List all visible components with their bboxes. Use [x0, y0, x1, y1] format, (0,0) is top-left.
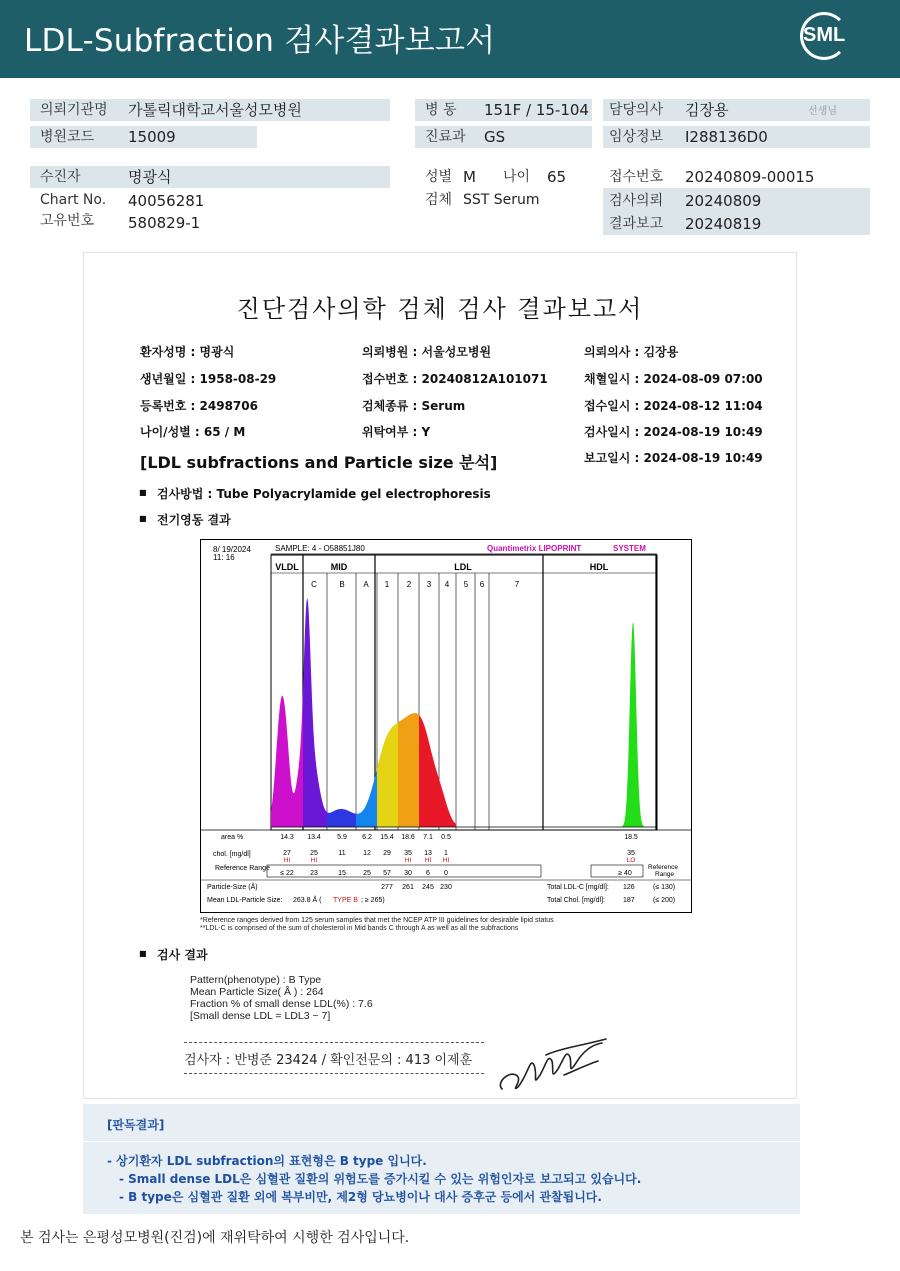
band-label-6: 4 — [444, 580, 450, 589]
fraction-area-1 — [303, 599, 327, 827]
ref-label-right-2: Range — [655, 871, 675, 878]
ref-value-4: 57 — [383, 870, 391, 877]
chol-value-8: 35 — [627, 850, 635, 857]
result-pattern: Pattern(phenotype) : B Type — [190, 974, 322, 986]
group-label-2: LDL — [454, 562, 472, 572]
hospital-code-value: 15009 — [128, 128, 176, 146]
area-value-8: 18.5 — [624, 834, 638, 841]
chart-brand: Quantimetrix LIPOPRINT — [487, 544, 582, 553]
chol-flag-6: HI — [424, 857, 432, 864]
report-date-label: 결과보고 — [609, 216, 664, 232]
fraction-area-4 — [377, 723, 398, 828]
specimen-value: SST Serum — [463, 192, 540, 208]
unique-no-value: 580829-1 — [128, 214, 201, 232]
chart-no-label: Chart No. — [40, 192, 107, 208]
group-label-0: VLDL — [275, 562, 299, 572]
area-value-6: 7.1 — [423, 834, 433, 841]
size-value-7: 230 — [440, 884, 452, 891]
hospital-code-label: 병원코드 — [40, 129, 95, 145]
size-value-5: 261 — [402, 884, 414, 891]
total-ldl-ref: (≤ 130) — [653, 884, 676, 891]
area-value-0: 14.3 — [280, 834, 294, 841]
band-label-7: 5 — [463, 580, 469, 589]
ref-value-8: ≥ 40 — [618, 870, 632, 877]
ref-value-7: 0 — [444, 870, 448, 877]
chol-flag-5: HI — [404, 857, 412, 864]
size-value-4: 277 — [381, 884, 393, 891]
info-bar — [30, 166, 390, 188]
sex-label: 성별 — [425, 169, 453, 185]
area-value-3: 6.2 — [362, 834, 372, 841]
mean-size-value: 263.8 Å ( — [293, 897, 322, 904]
chart-brand-suffix: SYSTEM — [613, 544, 646, 553]
fraction-area-5 — [398, 713, 419, 827]
footnote-1: *Reference ranges derived from 125 serum samples that met the NCEP ATP III guidelines for desirable lipid status — [200, 917, 554, 924]
doctor-suffix: 선생님 — [808, 106, 837, 117]
ward-value: 151F / 15-104 — [484, 101, 589, 119]
result-heading: ■ 검사 결과 — [157, 946, 208, 963]
chol-value-3: 12 — [363, 850, 371, 857]
total-ldl-label: Total LDL-C [mg/dl]: — [547, 884, 609, 891]
interpretation-line-3: - B type은 심혈관 질환 외에 복부비만, 제2형 당뇨병이나 대사 증후군 등에서 관찰됩니다. — [119, 1190, 602, 1204]
ref-value-3: 25 — [363, 870, 371, 877]
patient-label: 수진자 — [40, 169, 81, 185]
request-date-label: 검사의뢰 — [609, 193, 664, 209]
band-label-4: 2 — [406, 580, 412, 589]
ref-value-6: 6 — [426, 870, 430, 877]
receipt-no-label: 접수번호 — [609, 169, 664, 185]
row-label-area: area % — [221, 834, 244, 841]
row-label-mean: Mean LDL-Particle Size: — [207, 897, 283, 904]
divider — [184, 1042, 484, 1043]
interpretation-panel — [83, 1104, 800, 1214]
chart-no-value: 40056281 — [128, 192, 205, 210]
report-date-value: 20240819 — [685, 215, 762, 233]
outsourced-field: 위탁여부 : Y — [362, 425, 431, 439]
total-chol-label: Total Chol. [mg/dl]: — [547, 897, 605, 904]
receipt-field: 접수번호 : 20240812A101071 — [362, 372, 548, 386]
chol-flag-7: HI — [442, 857, 450, 864]
request-date-value: 20240809 — [685, 192, 762, 210]
institution-value: 가톨릭대학교서울성모병원 — [128, 101, 302, 119]
age-label: 나이 — [503, 169, 531, 185]
page-title: LDL-Subfraction 검사결과보고서 — [24, 23, 496, 59]
row-label-ref: Reference Range — [215, 865, 270, 872]
row-label-chol: chol. [mg/dl] — [213, 851, 251, 858]
age-value: 65 — [547, 168, 567, 186]
total-ldl-value: 126 — [623, 884, 635, 891]
band-label-5: 3 — [426, 580, 432, 589]
band-label-2: A — [363, 580, 369, 589]
clinical-info-label: 임상정보 — [609, 129, 664, 145]
group-label-1: MID — [330, 562, 348, 572]
total-chol-value: 187 — [623, 897, 635, 904]
analysis-subtitle: [LDL subfractions and Particle size 분석] — [140, 453, 498, 472]
electrophoresis-heading: ■ 전기영동 결과 — [157, 511, 231, 528]
chol-value-2: 11 — [338, 850, 346, 857]
band-label-1: B — [339, 580, 345, 589]
fraction-area-0 — [271, 688, 303, 827]
band-label-3: 1 — [384, 580, 390, 589]
receipt-no-value: 20240809-00015 — [685, 168, 815, 186]
sml-logo — [800, 12, 852, 64]
chol-value-0: 27 — [283, 850, 291, 857]
area-value-2: 5.9 — [337, 834, 347, 841]
specimen-label: 검체 — [425, 192, 453, 208]
method-line: ■ 검사방법 : Tube Polyacrylamide gel electrophoresis — [157, 485, 491, 502]
group-label-3: HDL — [589, 562, 609, 572]
result-mean-size: Mean Particle Size( Å ) : 264 — [190, 986, 324, 998]
doctor-value: 김장용 — [685, 101, 729, 119]
collect-time-field: 채혈일시 : 2024-08-09 07:00 — [584, 372, 763, 386]
chol-flag-0: HI — [283, 857, 291, 864]
unique-no-label: 고유번호 — [40, 213, 95, 229]
ref-value-5: 30 — [404, 870, 412, 877]
area-value-1: 13.4 — [307, 834, 321, 841]
department-label: 진료과 — [425, 129, 466, 145]
fraction-area-2 — [327, 809, 356, 827]
department-value: GS — [484, 128, 506, 146]
signature-image — [494, 1035, 614, 1095]
req-doctor-field: 의뢰의사 : 김장용 — [584, 345, 679, 359]
electrophoresis-svg — [201, 540, 691, 912]
type-ref: ; ≥ 265) — [361, 897, 385, 904]
inspector-line: 검사자 : 반병준 23424 / 확인전문의 : 413 이제훈 — [184, 1053, 473, 1068]
clinical-info-value: I288136D0 — [685, 128, 768, 146]
birth-field: 생년월일 : 1958-08-29 — [140, 372, 277, 386]
patient-value: 명광식 — [128, 168, 172, 186]
test-time-field: 검사일시 : 2024-08-19 10:49 — [584, 425, 763, 439]
plot-frame — [271, 555, 657, 830]
result-sdldl-def: [Small dense LDL = LDL3 ~ 7] — [190, 1010, 331, 1022]
institution-label: 의뢰기관명 — [40, 102, 108, 118]
chart-time: 11: 16 — [213, 553, 235, 562]
area-value-5: 18.6 — [401, 834, 415, 841]
area-value-4: 15.4 — [380, 834, 394, 841]
specimen-type-field: 검체종류 : Serum — [362, 399, 466, 413]
ref-value-1: 23 — [310, 870, 318, 877]
result-fraction: Fraction % of small dense LDL(%) : 7.6 — [190, 998, 373, 1010]
doctor-label: 담당의사 — [609, 102, 664, 118]
fraction-area-3 — [356, 769, 377, 828]
interpretation-line-1: - 상기환자 LDL subfraction의 표현형은 B type 입니다. — [107, 1154, 427, 1168]
type-label: TYPE B — [333, 897, 358, 904]
band-label-8: 6 — [479, 580, 485, 589]
age-sex-field: 나이/성별 : 65 / M — [140, 425, 246, 439]
receipt-time-field: 접수일시 : 2024-08-12 11:04 — [584, 399, 763, 413]
sex-value: M — [463, 168, 476, 186]
req-hospital-field: 의뢰병원 : 서울성모병원 — [362, 345, 492, 359]
chol-flag-8: LO — [626, 857, 636, 864]
footnote-2: **LDL-C is comprised of the sum of cholesterol in Mid bands C through A as well as all the subfractions — [200, 925, 519, 932]
footer-note: 본 검사는 은평성모병원(진검)에 재위탁하여 시행한 검사입니다. — [20, 1230, 410, 1246]
band-label-9: 7 — [514, 580, 520, 589]
band-label-0: C — [311, 580, 317, 589]
interpretation-line-2: - Small dense LDL은 심혈관 질환의 위험도를 증가시킬 수 있는 위험인자로 보고되고 있습니다. — [119, 1172, 642, 1186]
chol-value-7: 1 — [444, 850, 448, 857]
divider — [184, 1073, 484, 1074]
scanned-report — [83, 252, 797, 1099]
ref-value-0: ≤ 22 — [280, 870, 294, 877]
fraction-area-7 — [439, 779, 456, 827]
chol-value-5: 35 — [404, 850, 412, 857]
chart-sample: SAMPLE: 4 - O58851J80 — [275, 544, 365, 553]
ref-value-2: 15 — [338, 870, 346, 877]
chart-date: 8/ 19/2024 — [213, 545, 251, 554]
panel-divider — [83, 1141, 800, 1142]
area-value-7: 0.5 — [441, 834, 451, 841]
total-chol-ref: (≤ 200) — [653, 897, 676, 904]
chol-flag-1: HI — [310, 857, 318, 864]
ward-label: 병 동 — [425, 102, 457, 118]
reg-no-field: 등록번호 : 2498706 — [140, 399, 258, 413]
fraction-area-6 — [419, 715, 439, 827]
report-header — [0, 0, 900, 78]
report-time-field: 보고일시 : 2024-08-19 10:49 — [584, 451, 763, 465]
chol-value-6: 13 — [424, 850, 432, 857]
ref-box-hdl — [591, 865, 643, 877]
size-value-6: 245 — [422, 884, 434, 891]
patient-name-field: 환자성명 : 명광식 — [140, 345, 235, 359]
ref-label-right-1: Reference — [648, 864, 678, 871]
report-title: 진단검사의학 검체 검사 결과보고서 — [236, 295, 644, 323]
chol-value-1: 25 — [310, 850, 318, 857]
panel-title: [판독결과] — [107, 1118, 165, 1132]
lipoprint-chart — [200, 539, 692, 913]
logo-text: SML — [803, 24, 846, 46]
chol-value-4: 29 — [383, 850, 391, 857]
fraction-area-8 — [621, 622, 647, 827]
row-label-size: Particle-Size (Å) — [207, 884, 258, 891]
